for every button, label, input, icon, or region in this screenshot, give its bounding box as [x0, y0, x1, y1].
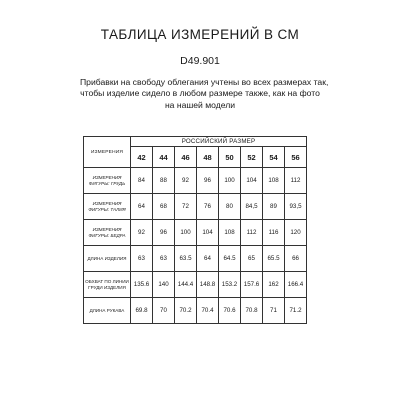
table-cell: 96 [153, 220, 175, 246]
table-cell: 69.8 [131, 298, 153, 324]
size-header: 52 [241, 147, 263, 168]
table-cell: 63 [153, 246, 175, 272]
table-cell: 70.2 [175, 298, 197, 324]
table-cell: 116 [263, 220, 285, 246]
table-cell: 84,5 [241, 194, 263, 220]
size-header: 54 [263, 147, 285, 168]
table-row [84, 168, 307, 194]
table-cell: 65 [241, 246, 263, 272]
size-table [83, 136, 307, 324]
fit-note-line: на нашей модели [164, 99, 236, 110]
table-cell: 70.6 [219, 298, 241, 324]
table-cell: 104 [197, 220, 219, 246]
table-cell: 68 [153, 194, 175, 220]
table-cell: 76 [197, 194, 219, 220]
table-cell: 108 [219, 220, 241, 246]
table-cell: 120 [285, 220, 307, 246]
table-cell: 70.4 [197, 298, 219, 324]
article-number: D49.901 [180, 55, 220, 67]
table-row [84, 246, 307, 272]
size-header: 46 [175, 147, 197, 168]
table-cell: 157.6 [241, 272, 263, 298]
size-header: 56 [285, 147, 307, 168]
table-cell: 71 [263, 298, 285, 324]
row-label: ДЛИНА ИЗДЕЛИЯ [84, 246, 131, 272]
page-title: ТАБЛИЦА ИЗМЕРЕНИЙ В СМ [100, 27, 300, 42]
table-cell: 65.5 [263, 246, 285, 272]
size-header: 42 [131, 147, 153, 168]
table-cell: 92 [175, 168, 197, 194]
table-cell: 64.5 [219, 246, 241, 272]
table-cell: 84 [131, 168, 153, 194]
table-cell: 66 [285, 246, 307, 272]
fit-note-line: чтобы изделие сидело в любом размере также, как на фото [80, 88, 320, 99]
row-label: ОБХВАТ ПО ЛИНИИ ГРУДИ ИЗДЕЛИЯ [84, 272, 131, 298]
table-cell: 96 [197, 168, 219, 194]
row-label: ИЗМЕРЕНИЯ ФИГУРЫ: ТАЛИЯ [84, 194, 131, 220]
table-cell: 144.4 [175, 272, 197, 298]
size-header: 44 [153, 147, 175, 168]
table-cell: 64 [197, 246, 219, 272]
table-cell: 104 [241, 168, 263, 194]
table-cell: 148.8 [197, 272, 219, 298]
table-row [84, 194, 307, 220]
table-row [84, 220, 307, 246]
fit-note [80, 77, 329, 111]
table-cell: 88 [153, 168, 175, 194]
table-row [84, 298, 307, 324]
table-cell: 112 [241, 220, 263, 246]
size-header: 50 [219, 147, 241, 168]
table-cell: 166.4 [285, 272, 307, 298]
table-cell: 153.2 [219, 272, 241, 298]
row-label: ИЗМЕРЕНИЯ ФИГУРЫ: БЕДРА [84, 220, 131, 246]
table-cell: 72 [175, 194, 197, 220]
table-cell: 100 [219, 168, 241, 194]
table-cell: 89 [263, 194, 285, 220]
row-label: ИЗМЕРЕНИЯ ФИГУРЫ: ГРУДЬ [84, 168, 131, 194]
table-cell: 70.8 [241, 298, 263, 324]
table-cell: 71.2 [285, 298, 307, 324]
fit-note-line: Прибавки на свободу облегания учтены во всех размерах так, [80, 77, 329, 87]
table-cell: 63 [131, 246, 153, 272]
table-cell: 135.6 [131, 272, 153, 298]
table-cell: 70 [153, 298, 175, 324]
table-cell: 80 [219, 194, 241, 220]
size-header: 48 [197, 147, 219, 168]
row-label: ДЛИНА РУКАВА [84, 298, 131, 324]
table-cell: 112 [285, 168, 307, 194]
table-cell: 162 [263, 272, 285, 298]
table-cell: 92 [131, 220, 153, 246]
table-cell: 108 [263, 168, 285, 194]
table-cell: 140 [153, 272, 175, 298]
table-row [84, 272, 307, 298]
table-cell: 100 [175, 220, 197, 246]
table-cell: 93,5 [285, 194, 307, 220]
size-system-header: РОССИЙСКИЙ РАЗМЕР [131, 137, 307, 147]
table-cell: 64 [131, 194, 153, 220]
corner-label: ИЗМЕРЕНИЯ [84, 137, 131, 168]
table-cell: 63.5 [175, 246, 197, 272]
